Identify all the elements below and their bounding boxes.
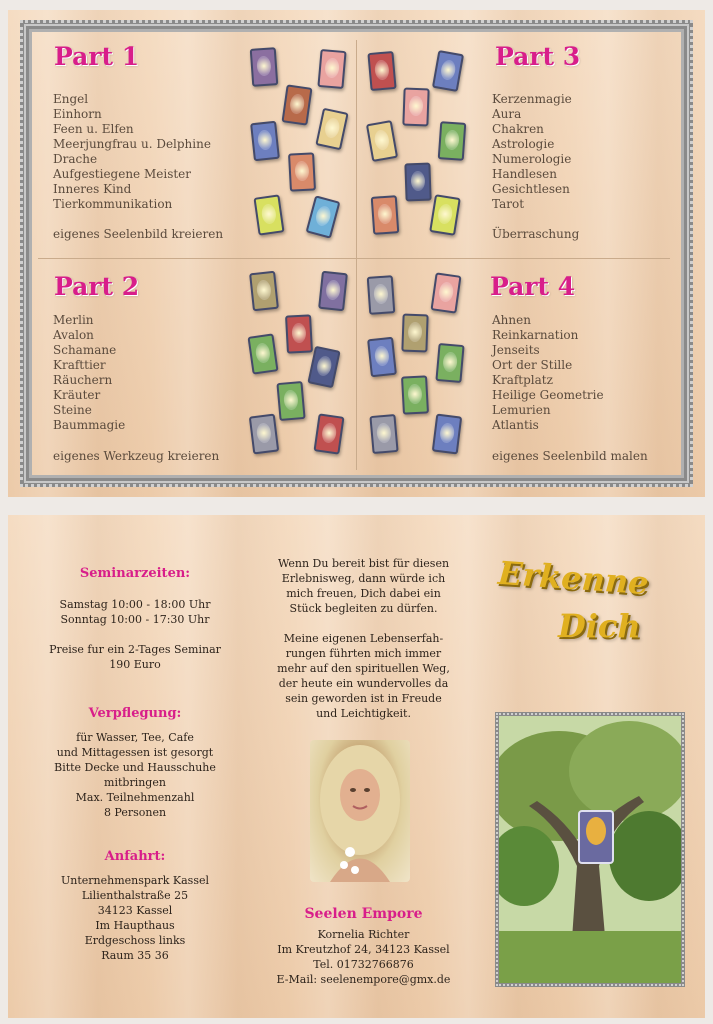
oracle-card [402,88,429,127]
oracle-card [253,194,284,235]
list-item: Heilige Geometrie [492,388,604,402]
text-line: Preise fur ein 2-Tages Seminar [49,643,221,656]
oracle-card [276,381,305,421]
oracle-card [401,375,429,414]
oracle-card [367,275,396,315]
list-item: Inneres Kind [53,182,132,196]
list-item: Meerjungfrau u. Delphine [53,137,211,151]
list-item: Schamane [53,343,117,357]
list-item: Merlin [53,313,94,327]
part4-extra: eigenes Seelenbild malen [492,449,648,463]
text-line: Samstag 10:00 - 18:00 Uhr [59,598,211,611]
logo-line-1: Erkenne [496,553,650,603]
oracle-card [369,414,398,454]
text-line: und Leichtigkeit. [316,707,411,720]
logo-line-2: Dich [558,607,641,645]
list-item: Baummagie [53,418,126,432]
text-line: Raum 35 36 [101,949,169,962]
list-item: Feen u. Elfen [53,122,134,136]
part2-list [53,313,125,433]
part3-list [492,92,572,212]
list-item: Tarot [492,197,525,211]
vertical-divider [356,40,357,470]
text-line: Lilienthalstraße 25 [81,889,189,902]
text-line: rungen führten mich immer [285,647,442,660]
part3-heading: Part 3 [495,42,581,71]
contact-info [256,927,471,987]
text-line: Erlebnisweg, dann würde ich [281,572,446,585]
seminar-heading: Seminarzeiten: [79,566,191,581]
oracle-card [371,195,400,235]
portrait-illustration [310,740,410,882]
tree-photo [495,712,685,987]
list-item: Engel [53,92,89,106]
list-item: Tierkommunikation [53,197,173,211]
oracle-card [250,121,280,162]
brand-name: Seelen Empore [304,906,423,922]
catering-info [20,730,250,820]
list-item: Chakren [492,122,544,136]
oracle-card [367,337,397,378]
list-item: Aufgestiegene Meister [53,167,192,181]
part2-heading: Part 2 [54,272,140,301]
part2-extra: eigenes Werkzeug kreieren [53,449,220,463]
portrait-photo [310,740,410,882]
text-line: 34123 Kassel [97,904,173,917]
list-item: Einhorn [53,107,102,121]
list-item: Räuchern [53,373,113,387]
list-item: Lemurien [492,403,551,417]
seminar-times [20,597,250,672]
oracle-card [401,314,428,353]
oracle-card [435,343,464,383]
food-heading: Verpflegung: [88,706,182,721]
oracle-card [367,51,396,91]
oracle-card [281,84,312,125]
list-item: Kräuter [53,388,101,402]
text-line: Im Kreutzhof 24, 34123 Kassel [277,943,450,956]
list-item: Handlesen [492,167,557,181]
directions [20,873,250,963]
oracle-card [404,163,431,202]
text-line: sein geworden ist in Freude [285,692,442,705]
bottom-panel [8,515,705,1018]
text-line: Erdgeschoss links [84,934,186,947]
oracle-card [317,49,346,89]
text-line: Tel. 01732766876 [313,958,414,971]
oracle-card [285,314,313,353]
list-item: Drache [53,152,98,166]
list-item: Krafttier [53,358,106,372]
text-line: Im Haupthaus [95,919,175,932]
text-line: Bitte Decke und Hausschuhe [54,761,216,774]
text-line: Unternehmenspark Kassel [60,874,209,887]
text-line: 190 Euro [109,658,161,671]
text-line [256,616,471,631]
list-item: Astrologie [492,137,555,151]
part4-heading: Part 4 [490,272,576,301]
list-item: Ort der Stille [492,358,573,372]
part1-list [53,92,211,212]
oracle-card [432,414,462,455]
list-item: Atlantis [492,418,539,432]
text-line: Kornelia Richter [317,928,410,941]
text-line: mich freuen, Dich dabei ein [286,587,441,600]
part1-heading: Part 1 [54,42,140,71]
oracle-card [249,414,279,455]
text-line: Stück begleiten zu dürfen. [289,602,438,615]
text-line [20,627,250,642]
text-line: 8 Personen [103,806,167,819]
oracle-card [438,121,467,161]
list-item: Reinkarnation [492,328,579,342]
part1-extra: eigenes Seelenbild kreieren [53,227,224,241]
travel-heading: Anfahrt: [104,849,166,864]
list-item: Kraftplatz [492,373,553,387]
oracle-card [250,47,279,87]
oracle-card [288,152,316,191]
oracle-card [318,271,348,312]
tree-illustration [499,716,681,983]
text-line: und Mittagessen ist gesorgt [56,746,214,759]
list-item: Aura [492,107,522,121]
list-item: Kerzenmagie [492,92,572,106]
intro-text [256,556,471,721]
text-line: für Wasser, Tee, Cafe [76,731,194,744]
text-line: mitbringen [104,776,166,789]
oracle-card [249,271,279,312]
text-line: mehr auf den spirituellen Weg, [277,662,450,675]
text-line: Sonntag 10:00 - 17:30 Uhr [60,613,210,626]
list-item: Jenseits [492,343,540,357]
text-line: der heute ein wundervolles da [278,677,449,690]
text-line: E-Mail: seelenempore@gmx.de [276,973,451,986]
text-line: Meine eigenen Lebenserfah- [283,632,444,645]
oracle-card [247,333,278,374]
oracle-card [313,413,344,454]
list-item: Ahnen [492,313,531,327]
part3-extra: Überraschung [492,227,580,241]
list-item: Steine [53,403,92,417]
part4-list [492,313,604,433]
list-item: Avalon [53,328,94,342]
horizontal-divider [38,258,670,259]
oracle-card [430,272,461,313]
list-item: Gesichtlesen [492,182,570,196]
text-line: Max. Teilnehmenzahl [75,791,195,804]
top-panel [8,10,705,497]
list-item: Numerologie [492,152,572,166]
text-line: Wenn Du bereit bist für diesen [277,557,450,570]
